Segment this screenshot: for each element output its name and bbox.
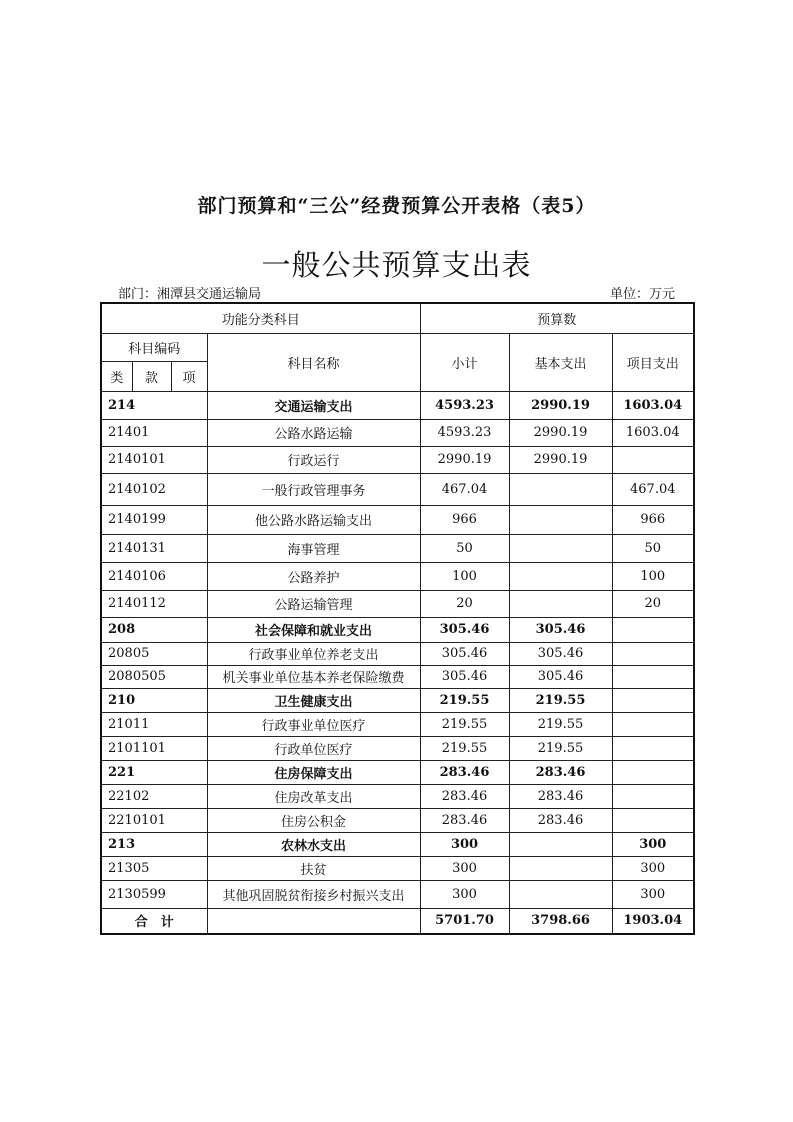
row-name: 公路养护: [207, 562, 420, 590]
total-row: [101, 908, 694, 934]
department-label: 部门：湘潭县交通运输局: [118, 287, 262, 302]
row-subtotal: 283.46: [420, 760, 509, 784]
row-basic: [509, 880, 612, 908]
row-name: 住房改革支出: [207, 784, 420, 808]
row-basic: 283.46: [509, 808, 612, 832]
row-project: 1603.04: [612, 419, 694, 446]
row-project: 300: [612, 856, 694, 880]
table-row: [101, 446, 694, 473]
header-subtotal: 小计: [420, 333, 509, 391]
row-basic: 283.46: [509, 784, 612, 808]
table-row: [101, 665, 694, 688]
row-project: 467.04: [612, 473, 694, 505]
row-code: 20805: [101, 642, 207, 665]
row-basic: 219.55: [509, 712, 612, 736]
row-name: 公路运输管理: [207, 590, 420, 617]
row-basic: [509, 473, 612, 505]
row-project: [612, 617, 694, 642]
row-name: 一般行政管理事务: [207, 473, 420, 505]
row-project: [612, 642, 694, 665]
document-title: 部门预算和“三公”经费预算公开表格（表5）: [197, 195, 596, 217]
row-subtotal: 300: [420, 832, 509, 856]
table-row: [101, 419, 694, 446]
header-project: 项目支出: [612, 333, 694, 391]
table-row: [101, 880, 694, 908]
row-code: 2140131: [101, 534, 207, 562]
row-name: 行政运行: [207, 446, 420, 473]
table-row: [101, 642, 694, 665]
row-basic: 219.55: [509, 688, 612, 712]
row-basic: 2990.19: [509, 391, 612, 419]
row-code: 2140112: [101, 590, 207, 617]
row-code: 21305: [101, 856, 207, 880]
row-project: [612, 784, 694, 808]
row-name: 住房公积金: [207, 808, 420, 832]
row-name: 行政事业单位医疗: [207, 712, 420, 736]
table-row: [101, 784, 694, 808]
row-project: 300: [612, 832, 694, 856]
row-code: 213: [101, 832, 207, 856]
row-code: 2080505: [101, 665, 207, 688]
row-basic: 305.46: [509, 665, 612, 688]
row-project: 1603.04: [612, 391, 694, 419]
row-code: 2140102: [101, 473, 207, 505]
row-subtotal: 4593.23: [420, 419, 509, 446]
row-code: 208: [101, 617, 207, 642]
row-project: [612, 665, 694, 688]
table-row: [101, 808, 694, 832]
row-subtotal: 219.55: [420, 688, 509, 712]
unit-label: 单位：万元: [610, 287, 676, 302]
header-functional: 功能分类科目: [101, 303, 420, 333]
row-project: [612, 736, 694, 760]
table-title: 一般公共预算支出表: [261, 248, 532, 282]
row-project: 966: [612, 505, 694, 534]
row-basic: [509, 534, 612, 562]
table-row: [101, 534, 694, 562]
table-row: [101, 391, 694, 419]
row-code: 214: [101, 391, 207, 419]
header-row-sub: [101, 333, 694, 361]
row-basic: [509, 505, 612, 534]
row-name: 公路水路运输: [207, 419, 420, 446]
row-subtotal: 300: [420, 880, 509, 908]
row-name: 海事管理: [207, 534, 420, 562]
row-code: 21011: [101, 712, 207, 736]
row-subtotal: 219.55: [420, 736, 509, 760]
total-name: [207, 908, 420, 934]
table-row: [101, 832, 694, 856]
header-code: 科目编码: [101, 333, 207, 361]
table-row: [101, 712, 694, 736]
row-subtotal: 20: [420, 590, 509, 617]
header-section: 款: [132, 361, 171, 391]
row-code: 2140101: [101, 446, 207, 473]
row-subtotal: 100: [420, 562, 509, 590]
row-name: 社会保障和就业支出: [207, 617, 420, 642]
table-row: [101, 736, 694, 760]
row-code: 2130599: [101, 880, 207, 908]
row-basic: [509, 562, 612, 590]
table-row: [101, 760, 694, 784]
row-name: 卫生健康支出: [207, 688, 420, 712]
row-project: [612, 808, 694, 832]
row-name: 机关事业单位基本养老保险缴费: [207, 665, 420, 688]
row-name: 其他巩固脱贫衔接乡村振兴支出: [207, 880, 420, 908]
row-project: [612, 712, 694, 736]
row-subtotal: 305.46: [420, 642, 509, 665]
row-basic: 2990.19: [509, 446, 612, 473]
row-subtotal: 305.46: [420, 665, 509, 688]
row-basic: 2990.19: [509, 419, 612, 446]
row-project: 50: [612, 534, 694, 562]
row-project: [612, 688, 694, 712]
row-code: 22102: [101, 784, 207, 808]
row-basic: [509, 590, 612, 617]
row-subtotal: 219.55: [420, 712, 509, 736]
row-subtotal: 50: [420, 534, 509, 562]
row-basic: 283.46: [509, 760, 612, 784]
row-subtotal: 2990.19: [420, 446, 509, 473]
row-name: 他公路水路运输支出: [207, 505, 420, 534]
row-project: [612, 760, 694, 784]
header-basic: 基本支出: [509, 333, 612, 391]
row-subtotal: 300: [420, 856, 509, 880]
row-name: 行政事业单位养老支出: [207, 642, 420, 665]
row-subtotal: 467.04: [420, 473, 509, 505]
row-subtotal: 966: [420, 505, 509, 534]
budget-table: [100, 302, 695, 935]
table-row: [101, 590, 694, 617]
row-subtotal: 283.46: [420, 784, 509, 808]
table-row: [101, 505, 694, 534]
table-row: [101, 688, 694, 712]
row-project: [612, 446, 694, 473]
row-code: 2101101: [101, 736, 207, 760]
table-row: [101, 856, 694, 880]
header-budget: 预算数: [420, 303, 694, 333]
total-project: 1903.04: [612, 908, 694, 934]
row-project: 100: [612, 562, 694, 590]
total-label: 合 计: [101, 908, 207, 934]
row-project: 300: [612, 880, 694, 908]
row-project: 20: [612, 590, 694, 617]
row-basic: 305.46: [509, 617, 612, 642]
row-name: 扶贫: [207, 856, 420, 880]
row-code: 2140106: [101, 562, 207, 590]
row-code: 210: [101, 688, 207, 712]
header-row-group: [101, 303, 694, 333]
row-code: 2210101: [101, 808, 207, 832]
row-subtotal: 283.46: [420, 808, 509, 832]
row-code: 21401: [101, 419, 207, 446]
row-code: 221: [101, 760, 207, 784]
header-name: 科目名称: [207, 333, 420, 391]
row-subtotal: 305.46: [420, 617, 509, 642]
header-category: 类: [101, 361, 132, 391]
table-row: [101, 617, 694, 642]
row-basic: [509, 856, 612, 880]
total-basic: 3798.66: [509, 908, 612, 934]
row-name: 行政单位医疗: [207, 736, 420, 760]
row-name: 交通运输支出: [207, 391, 420, 419]
total-subtotal: 5701.70: [420, 908, 509, 934]
row-basic: 305.46: [509, 642, 612, 665]
row-basic: [509, 832, 612, 856]
row-name: 农林水支出: [207, 832, 420, 856]
table-row: [101, 562, 694, 590]
row-code: 2140199: [101, 505, 207, 534]
row-name: 住房保障支出: [207, 760, 420, 784]
row-basic: 219.55: [509, 736, 612, 760]
table-row: [101, 473, 694, 505]
header-item: 项: [171, 361, 207, 391]
row-subtotal: 4593.23: [420, 391, 509, 419]
